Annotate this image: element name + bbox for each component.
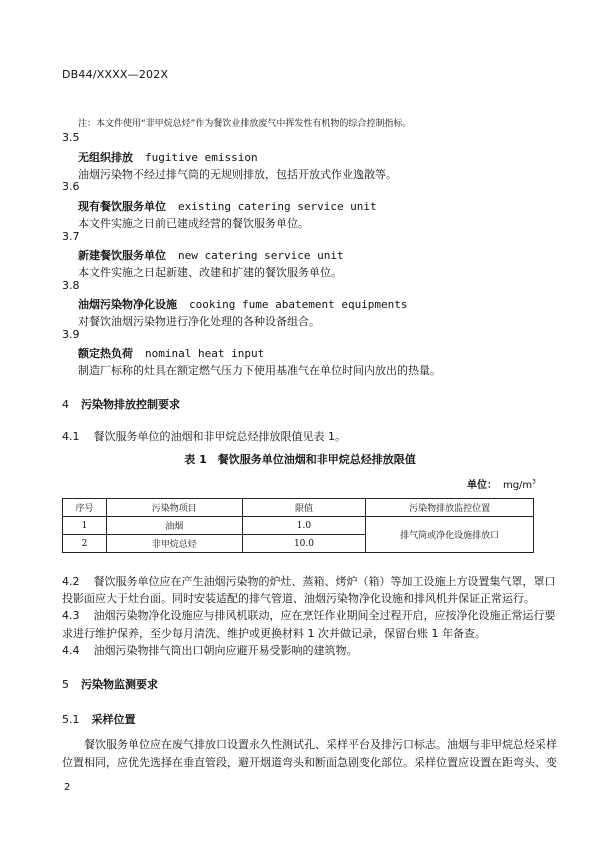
section-heading [62, 676, 158, 692]
table-unit [467, 476, 536, 491]
emission-limits-table [62, 498, 534, 553]
page-number: 2 [64, 782, 71, 793]
section-title: 污染物排放控制要求 [81, 398, 180, 411]
note-text: 注：本文件使用“非甲烷总烃”作为餐饮业排放废气中挥发性有机物的综合控制指标。 [78, 119, 412, 129]
term-title [78, 296, 408, 312]
term-cn: 额定热负荷 [78, 347, 133, 360]
limit-cell: 1.0 [242, 517, 366, 535]
term-en: new catering service unit [178, 249, 344, 262]
subsection-title: 采样位置 [91, 713, 136, 726]
clause-4-4 [62, 642, 358, 658]
table-header-row [63, 499, 534, 517]
term-number: 3.9 [62, 328, 80, 341]
clause-text: 油烟污染物净化设施应与排风机联动，应在烹饪作业期间全过程开启，应按净化设施正常运行要 [93, 609, 556, 622]
clause-4-2 [62, 573, 556, 589]
table-row [63, 517, 534, 535]
term-definition: 油烟污染物不经过排气筒的无规则排放，包括开放式作业逸散等。 [78, 168, 397, 181]
monitor-location-cell: 排气筒或净化设施排放口 [366, 517, 534, 553]
term-definition: 本文件实施之日前已建成经营的餐饮服务单位。 [78, 217, 309, 230]
clause-text: 餐饮服务单位的油烟和非甲烷总烃排放限值见表 1。 [93, 430, 346, 443]
term-en: nominal heat input [145, 347, 265, 360]
term-title [78, 149, 258, 165]
pollutant-cell: 非甲烷总烃 [106, 535, 242, 553]
subsection-number: 5.1 [62, 713, 80, 726]
term-number: 3.5 [62, 131, 80, 144]
header-cell: 污染物项目 [106, 499, 242, 517]
limit-cell: 10.0 [242, 535, 366, 553]
clause-4-3-continued: 求进行维护保养，至少每月清洗、维护或更换材料 1 次并做记录，保留台账 1 年备查。 [62, 627, 486, 640]
clause-number: 4.4 [62, 644, 80, 657]
unit-value: mg/m [502, 480, 533, 491]
clause-4-3 [62, 607, 556, 623]
term-en: cooking fume abatement equipments [189, 298, 408, 311]
clause-4-1 [62, 428, 346, 444]
term-definition: 对餐饮油烟污染物进行净化处理的各种设备组合。 [78, 315, 320, 328]
sampling-paragraph-line: 位置相同，应优先选择在垂直管段，避开烟道弯头和断面急剧变化部位。采样位置应设置在距弯头、变 [62, 756, 557, 769]
term-definition: 本文件实施之日起新建、改建和扩建的餐饮服务单位。 [78, 266, 342, 279]
term-number: 3.6 [62, 180, 80, 193]
section-heading [62, 396, 180, 412]
clause-number: 4.2 [62, 575, 80, 588]
term-title [78, 345, 264, 361]
term-title [78, 198, 377, 214]
term-definition: 制造厂标称的灶具在额定燃气压力下使用基准气在单位时间内放出的热量。 [78, 364, 441, 377]
document-id: DB44/XXXX—202X [62, 68, 169, 81]
term-en: existing catering service unit [178, 200, 377, 213]
row-number-cell: 1 [63, 517, 107, 535]
unit-superscript: 3 [532, 478, 536, 486]
header-cell: 限值 [242, 499, 366, 517]
term-en: fugitive emission [145, 151, 258, 164]
unit-label: 单位： [466, 480, 497, 491]
term-cn: 油烟污染物净化设施 [78, 298, 177, 311]
term-number: 3.7 [62, 230, 80, 243]
clause-number: 4.3 [62, 609, 80, 622]
row-number-cell: 2 [63, 535, 107, 553]
pollutant-cell: 油烟 [106, 517, 242, 535]
header-cell: 污染物排放监控位置 [366, 499, 534, 517]
header-cell: 序号 [63, 499, 107, 517]
term-title [78, 247, 344, 263]
term-cn: 无组织排放 [78, 151, 133, 164]
subsection-heading [62, 711, 136, 727]
section-title: 污染物监测要求 [81, 678, 158, 691]
clause-number: 4.1 [62, 430, 80, 443]
table-caption: 表 1 餐饮服务单位油烟和非甲烷总烃排放限值 [184, 453, 416, 466]
term-number: 3.8 [62, 279, 80, 292]
term-cn: 现有餐饮服务单位 [78, 200, 166, 213]
clause-text: 油烟污染物排气筒出口朝向应避开易受影响的建筑物。 [93, 644, 358, 657]
clause-text: 餐饮服务单位应在产生油烟污染物的炉灶、蒸箱、烤炉（箱）等加工设施上方设置集气罩，罩口 [93, 575, 556, 588]
sampling-paragraph-line: 餐饮服务单位应在废气排放口设置永久性测试孔、采样平台及排污口标志。油烟与非甲烷总烃采样 [84, 738, 557, 751]
section-number: 5 [62, 678, 69, 691]
section-number: 4 [62, 398, 69, 411]
clause-4-2-continued: 投影面应大于灶台面。同时安装适配的排气管道、油烟污染物净化设施和排风机并保证正常运行。 [62, 592, 535, 605]
term-cn: 新建餐饮服务单位 [78, 249, 166, 262]
